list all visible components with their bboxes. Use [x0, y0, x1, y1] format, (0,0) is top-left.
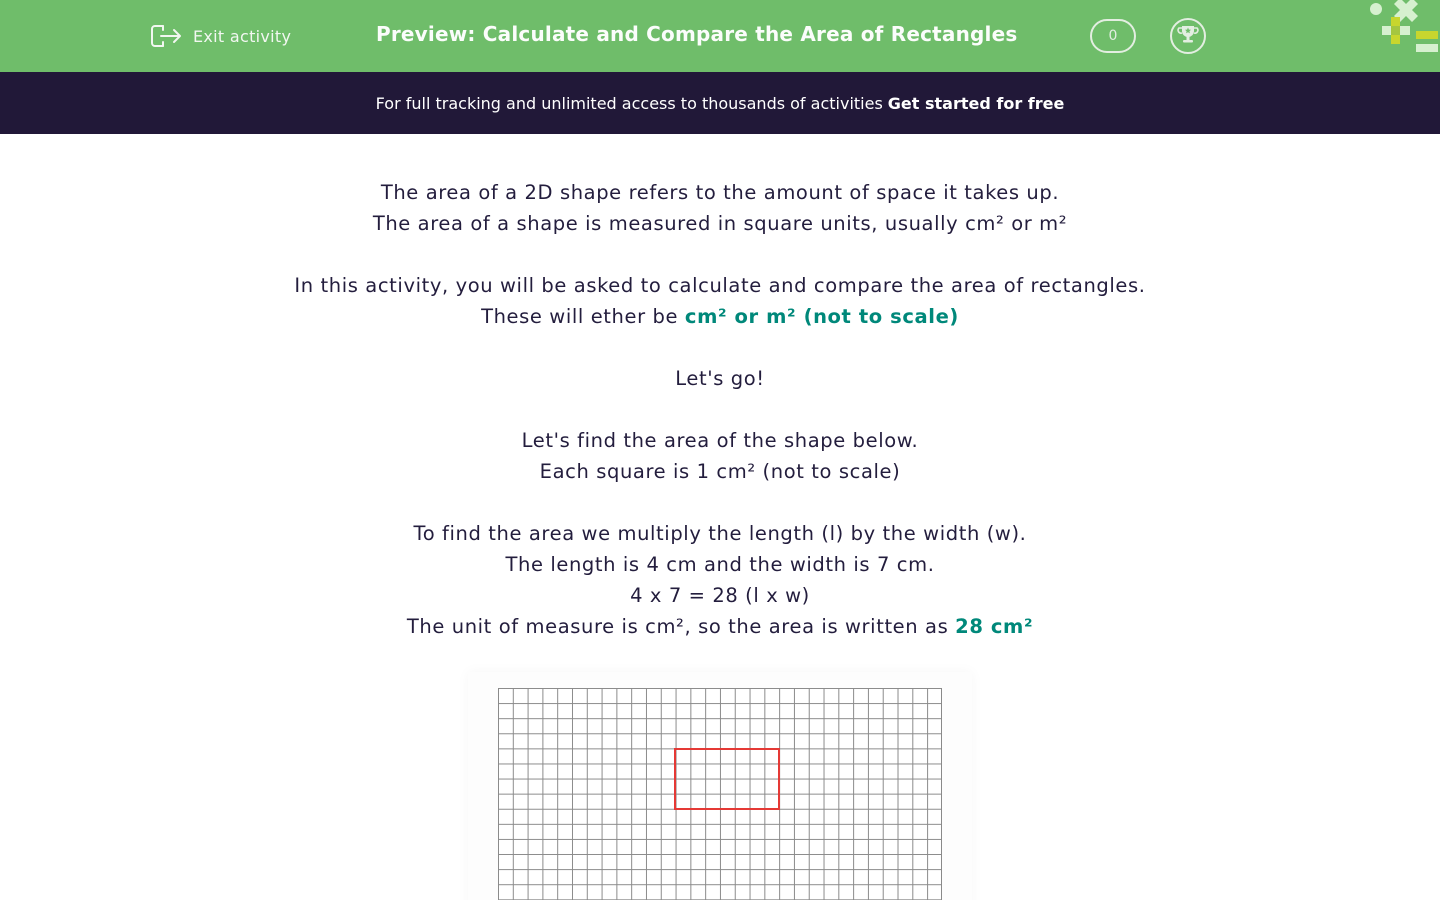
lets-go-text: Let's go!	[675, 367, 765, 390]
intro-line-2: The area of a shape is measured in square units, usually cm² or m²	[372, 212, 1068, 235]
exit-activity-label: Exit activity	[193, 26, 292, 46]
method-line-4	[0, 611, 1440, 642]
score-counter	[1090, 19, 1136, 53]
activity-line-1: In this activity, you will be asked to calculate and compare the area of rectangles.	[294, 274, 1146, 297]
area-answer-highlight: 28 cm²	[955, 615, 1034, 638]
rectangle-4-by-7	[674, 748, 780, 810]
trophy-icon	[1177, 23, 1199, 49]
brand-logo	[1366, 0, 1440, 56]
get-started-link[interactable]: Get started for free	[887, 93, 1065, 113]
page-title: Preview: Calculate and Compare the Area of Rectangles	[376, 22, 1018, 46]
activity-intro	[0, 177, 1440, 642]
example-line-1: Let's find the area of the shape below.	[521, 429, 919, 452]
method-line-1: To find the area we multiply the length (l) by the width (w).	[413, 522, 1027, 545]
score-value: 0	[1108, 28, 1118, 44]
promo-banner	[0, 72, 1440, 134]
method-line-3: 4 x 7 = 28 (l x w)	[630, 584, 810, 607]
activity-header	[0, 0, 1440, 72]
intro-line-1: The area of a 2D shape refers to the amount of space it takes up.	[380, 181, 1060, 204]
example-line-2: Each square is 1 cm² (not to scale)	[539, 460, 901, 483]
trophy-button[interactable]	[1170, 18, 1206, 54]
promo-text: For full tracking and unlimited access to thousands of activities	[375, 93, 883, 113]
activity-line-2	[0, 301, 1440, 332]
exit-icon	[149, 22, 183, 50]
method-line-2: The length is 4 cm and the width is 7 cm.	[505, 553, 935, 576]
activity-line-2-prefix: These will ether be	[481, 305, 679, 328]
method-line-4-prefix: The unit of measure is cm², so the area is written as	[406, 615, 949, 638]
units-highlight: cm² or m² (not to scale)	[684, 305, 959, 328]
exit-activity-button[interactable]	[149, 20, 291, 52]
